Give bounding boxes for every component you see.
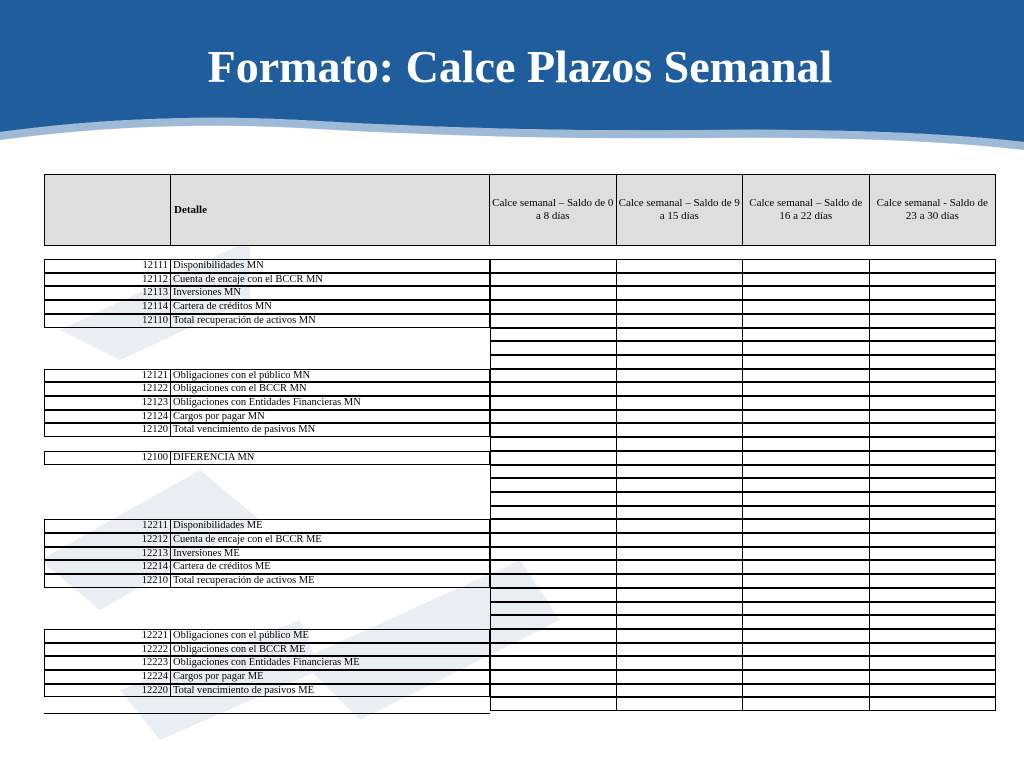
row-code: 12120 — [44, 423, 171, 437]
value-cell[interactable] — [617, 519, 744, 533]
row-detail: Cartera de créditos ME — [171, 560, 490, 574]
value-cell[interactable] — [870, 533, 997, 547]
value-cell[interactable] — [490, 478, 617, 492]
row-detail: DIFERENCIA MN — [171, 451, 490, 465]
row-code — [44, 588, 171, 602]
value-cell[interactable] — [490, 451, 617, 465]
table-row — [44, 670, 996, 684]
value-cell[interactable] — [617, 355, 744, 369]
value-cell[interactable] — [490, 519, 617, 533]
row-detail — [171, 341, 490, 355]
value-cell[interactable] — [743, 588, 870, 602]
value-cell[interactable] — [870, 259, 997, 273]
value-cell[interactable] — [743, 355, 870, 369]
row-code — [44, 506, 171, 520]
value-cell[interactable] — [617, 506, 744, 520]
value-cell[interactable] — [870, 396, 997, 410]
header-col-0-8: Calce semanal – Saldo de 0 a 8 días — [490, 174, 617, 246]
value-cell[interactable] — [743, 328, 870, 342]
value-cell[interactable] — [490, 602, 617, 616]
value-cell[interactable] — [870, 451, 997, 465]
value-cell[interactable] — [870, 588, 997, 602]
value-cell[interactable] — [617, 465, 744, 479]
value-cell[interactable] — [617, 602, 744, 616]
row-code — [44, 697, 171, 711]
value-cell[interactable] — [490, 286, 617, 300]
table-row — [44, 560, 996, 574]
value-cell[interactable] — [490, 697, 617, 711]
table-row — [44, 410, 996, 424]
row-detail: Disponibilidades MN — [171, 259, 490, 273]
value-cell[interactable] — [617, 615, 744, 629]
slide-title: Formato: Calce Plazos Semanal — [207, 41, 833, 92]
value-cell[interactable] — [490, 492, 617, 506]
row-code: 12112 — [44, 273, 171, 287]
table-row — [44, 341, 996, 355]
table-row — [44, 314, 996, 328]
table-row — [44, 465, 996, 479]
value-cell[interactable] — [743, 437, 870, 451]
value-cell[interactable] — [743, 547, 870, 561]
value-cell[interactable] — [617, 273, 744, 287]
value-cell[interactable] — [743, 382, 870, 396]
table-row — [44, 355, 996, 369]
value-cell[interactable] — [743, 615, 870, 629]
value-cell[interactable] — [870, 670, 997, 684]
value-cell[interactable] — [870, 369, 997, 383]
value-cell[interactable] — [617, 629, 744, 643]
value-cell[interactable] — [870, 697, 997, 711]
value-cell[interactable] — [870, 314, 997, 328]
value-cell[interactable] — [617, 341, 744, 355]
value-cell[interactable] — [617, 423, 744, 437]
value-cell[interactable] — [743, 396, 870, 410]
row-detail: Cuenta de encaje con el BCCR ME — [171, 533, 490, 547]
value-cell[interactable] — [490, 615, 617, 629]
row-code — [44, 602, 171, 616]
row-code — [44, 328, 171, 342]
value-cell[interactable] — [743, 697, 870, 711]
table-row — [44, 369, 996, 383]
value-cell[interactable] — [743, 670, 870, 684]
value-cell[interactable] — [870, 615, 997, 629]
value-cell[interactable] — [617, 588, 744, 602]
value-cell[interactable] — [490, 382, 617, 396]
value-cell[interactable] — [743, 533, 870, 547]
row-code: 12221 — [44, 629, 171, 643]
table-row — [44, 602, 996, 616]
table-row — [44, 259, 996, 273]
value-cell[interactable] — [490, 643, 617, 657]
row-code: 12211 — [44, 519, 171, 533]
table-row — [44, 382, 996, 396]
value-cell[interactable] — [490, 437, 617, 451]
row-detail — [171, 328, 490, 342]
value-cell[interactable] — [617, 670, 744, 684]
value-cell[interactable] — [870, 341, 997, 355]
value-cell[interactable] — [617, 382, 744, 396]
value-cell[interactable] — [617, 314, 744, 328]
value-cell[interactable] — [870, 273, 997, 287]
row-detail — [171, 355, 490, 369]
table-row — [44, 547, 996, 561]
value-cell[interactable] — [490, 410, 617, 424]
value-cell[interactable] — [490, 506, 617, 520]
value-cell[interactable] — [870, 423, 997, 437]
row-code — [44, 437, 171, 451]
row-detail: Disponibilidades ME — [171, 519, 490, 533]
table-header — [44, 174, 996, 246]
table-row — [44, 396, 996, 410]
row-code — [44, 478, 171, 492]
table-row — [44, 286, 996, 300]
value-cell[interactable] — [870, 465, 997, 479]
table-row — [44, 697, 996, 711]
value-cell[interactable] — [490, 300, 617, 314]
value-cell[interactable] — [870, 684, 997, 698]
value-cell[interactable] — [743, 560, 870, 574]
value-cell[interactable] — [870, 629, 997, 643]
row-code: 12121 — [44, 369, 171, 383]
table-row — [44, 574, 996, 588]
value-cell[interactable] — [617, 300, 744, 314]
value-cell[interactable] — [743, 492, 870, 506]
row-code — [44, 341, 171, 355]
row-detail: Total recuperación de activos ME — [171, 574, 490, 588]
row-code: 12124 — [44, 410, 171, 424]
row-detail: Cartera de créditos MN — [171, 300, 490, 314]
header-col-16-22: Calce semanal – Saldo de 16 a 22 días — [743, 174, 870, 246]
row-code: 12111 — [44, 259, 171, 273]
value-cell[interactable] — [490, 423, 617, 437]
value-cell[interactable] — [490, 533, 617, 547]
value-cell[interactable] — [617, 259, 744, 273]
table-row — [44, 423, 996, 437]
row-detail: Total vencimiento de pasivos ME — [171, 684, 490, 698]
value-cell[interactable] — [617, 574, 744, 588]
value-cell[interactable] — [490, 396, 617, 410]
value-cell[interactable] — [743, 300, 870, 314]
header-col-23-30: Calce semanal - Saldo de 23 a 30 días — [870, 174, 997, 246]
row-code — [44, 615, 171, 629]
table-row — [44, 506, 996, 520]
value-cell[interactable] — [870, 643, 997, 657]
row-detail — [171, 478, 490, 492]
table-bottom-rule — [44, 713, 490, 714]
row-detail — [171, 615, 490, 629]
value-cell[interactable] — [490, 588, 617, 602]
table-row — [44, 588, 996, 602]
header-col-9-15: Calce semanal – Saldo de 9 a 15 días — [617, 174, 744, 246]
value-cell[interactable] — [490, 560, 617, 574]
value-cell[interactable] — [743, 410, 870, 424]
value-cell[interactable] — [490, 355, 617, 369]
value-cell[interactable] — [617, 560, 744, 574]
value-cell[interactable] — [870, 437, 997, 451]
value-cell[interactable] — [617, 396, 744, 410]
value-cell[interactable] — [617, 328, 744, 342]
value-cell[interactable] — [490, 684, 617, 698]
value-cell[interactable] — [617, 697, 744, 711]
value-cell[interactable] — [743, 643, 870, 657]
value-cell[interactable] — [490, 656, 617, 670]
value-cell[interactable] — [870, 478, 997, 492]
value-cell[interactable] — [870, 519, 997, 533]
value-cell[interactable] — [490, 259, 617, 273]
value-cell[interactable] — [490, 341, 617, 355]
table-row — [44, 684, 996, 698]
value-cell[interactable] — [490, 314, 617, 328]
row-detail — [171, 437, 490, 451]
value-cell[interactable] — [617, 451, 744, 465]
table-row — [44, 615, 996, 629]
row-detail — [171, 588, 490, 602]
row-detail — [171, 506, 490, 520]
table-row — [44, 533, 996, 547]
value-cell[interactable] — [743, 602, 870, 616]
value-cell[interactable] — [870, 547, 997, 561]
value-cell[interactable] — [617, 533, 744, 547]
row-code: 12212 — [44, 533, 171, 547]
row-code: 12122 — [44, 382, 171, 396]
row-code — [44, 465, 171, 479]
value-cell[interactable] — [617, 656, 744, 670]
value-cell[interactable] — [870, 574, 997, 588]
row-detail: Obligaciones con el BCCR ME — [171, 643, 490, 657]
row-code: 12123 — [44, 396, 171, 410]
value-cell[interactable] — [743, 656, 870, 670]
row-detail: Inversiones MN — [171, 286, 490, 300]
value-cell[interactable] — [743, 451, 870, 465]
row-detail: Obligaciones con el BCCR MN — [171, 382, 490, 396]
value-cell[interactable] — [617, 478, 744, 492]
value-cell[interactable] — [490, 273, 617, 287]
row-code: 12113 — [44, 286, 171, 300]
value-cell[interactable] — [617, 286, 744, 300]
value-cell[interactable] — [490, 574, 617, 588]
table-row — [44, 300, 996, 314]
row-code: 12214 — [44, 560, 171, 574]
value-cell[interactable] — [870, 602, 997, 616]
row-code: 12224 — [44, 670, 171, 684]
table-row — [44, 437, 996, 451]
row-code: 12210 — [44, 574, 171, 588]
table-row — [44, 451, 996, 465]
value-cell[interactable] — [490, 328, 617, 342]
row-detail: Cuenta de encaje con el BCCR MN — [171, 273, 490, 287]
value-cell[interactable] — [870, 382, 997, 396]
value-cell[interactable] — [743, 286, 870, 300]
table-row — [44, 478, 996, 492]
value-cell[interactable] — [743, 423, 870, 437]
header-detail: Detalle — [171, 174, 490, 246]
table-row — [44, 492, 996, 506]
row-code: 12222 — [44, 643, 171, 657]
value-cell[interactable] — [870, 492, 997, 506]
value-cell[interactable] — [870, 560, 997, 574]
table-row — [44, 273, 996, 287]
row-detail — [171, 492, 490, 506]
table-row — [44, 519, 996, 533]
row-detail: Obligaciones con el público ME — [171, 629, 490, 643]
row-detail: Cargos por pagar ME — [171, 670, 490, 684]
table-row — [44, 328, 996, 342]
table-row — [44, 656, 996, 670]
row-detail: Cargos por pagar MN — [171, 410, 490, 424]
value-cell[interactable] — [870, 410, 997, 424]
value-cell[interactable] — [870, 656, 997, 670]
row-code — [44, 492, 171, 506]
value-cell[interactable] — [743, 574, 870, 588]
value-cell[interactable] — [743, 519, 870, 533]
row-code: 12110 — [44, 314, 171, 328]
value-cell[interactable] — [617, 547, 744, 561]
value-cell[interactable] — [743, 314, 870, 328]
value-cell[interactable] — [743, 341, 870, 355]
value-cell[interactable] — [617, 410, 744, 424]
row-code: 12220 — [44, 684, 171, 698]
value-cell[interactable] — [617, 643, 744, 657]
row-code: 12223 — [44, 656, 171, 670]
value-cell[interactable] — [617, 684, 744, 698]
row-code: 12213 — [44, 547, 171, 561]
value-cell[interactable] — [743, 465, 870, 479]
row-detail — [171, 602, 490, 616]
header-code-cell — [44, 174, 171, 246]
row-detail — [171, 465, 490, 479]
row-detail: Inversiones ME — [171, 547, 490, 561]
row-code — [44, 355, 171, 369]
row-detail: Obligaciones con el público MN — [171, 369, 490, 383]
value-cell[interactable] — [870, 355, 997, 369]
value-cell[interactable] — [870, 300, 997, 314]
row-code: 12114 — [44, 300, 171, 314]
row-code: 12100 — [44, 451, 171, 465]
value-cell[interactable] — [743, 506, 870, 520]
value-cell[interactable] — [743, 273, 870, 287]
table-row — [44, 629, 996, 643]
value-cell[interactable] — [870, 286, 997, 300]
row-detail: Total recuperación de activos MN — [171, 314, 490, 328]
row-detail: Obligaciones con Entidades Financieras MN — [171, 396, 490, 410]
value-cell[interactable] — [490, 369, 617, 383]
value-cell[interactable] — [870, 328, 997, 342]
value-cell[interactable] — [743, 369, 870, 383]
value-cell[interactable] — [490, 670, 617, 684]
value-cell[interactable] — [490, 547, 617, 561]
row-detail: Total vencimiento de pasivos MN — [171, 423, 490, 437]
value-cell[interactable] — [743, 259, 870, 273]
value-cell[interactable] — [870, 506, 997, 520]
value-cell[interactable] — [617, 369, 744, 383]
value-cell[interactable] — [743, 684, 870, 698]
value-cell[interactable] — [617, 437, 744, 451]
value-cell[interactable] — [743, 629, 870, 643]
row-detail: Obligaciones con Entidades Financieras ME — [171, 656, 490, 670]
value-cell[interactable] — [490, 629, 617, 643]
row-detail — [171, 697, 490, 711]
table-row — [44, 643, 996, 657]
value-cell[interactable] — [743, 478, 870, 492]
value-cell[interactable] — [617, 492, 744, 506]
value-cell[interactable] — [490, 465, 617, 479]
